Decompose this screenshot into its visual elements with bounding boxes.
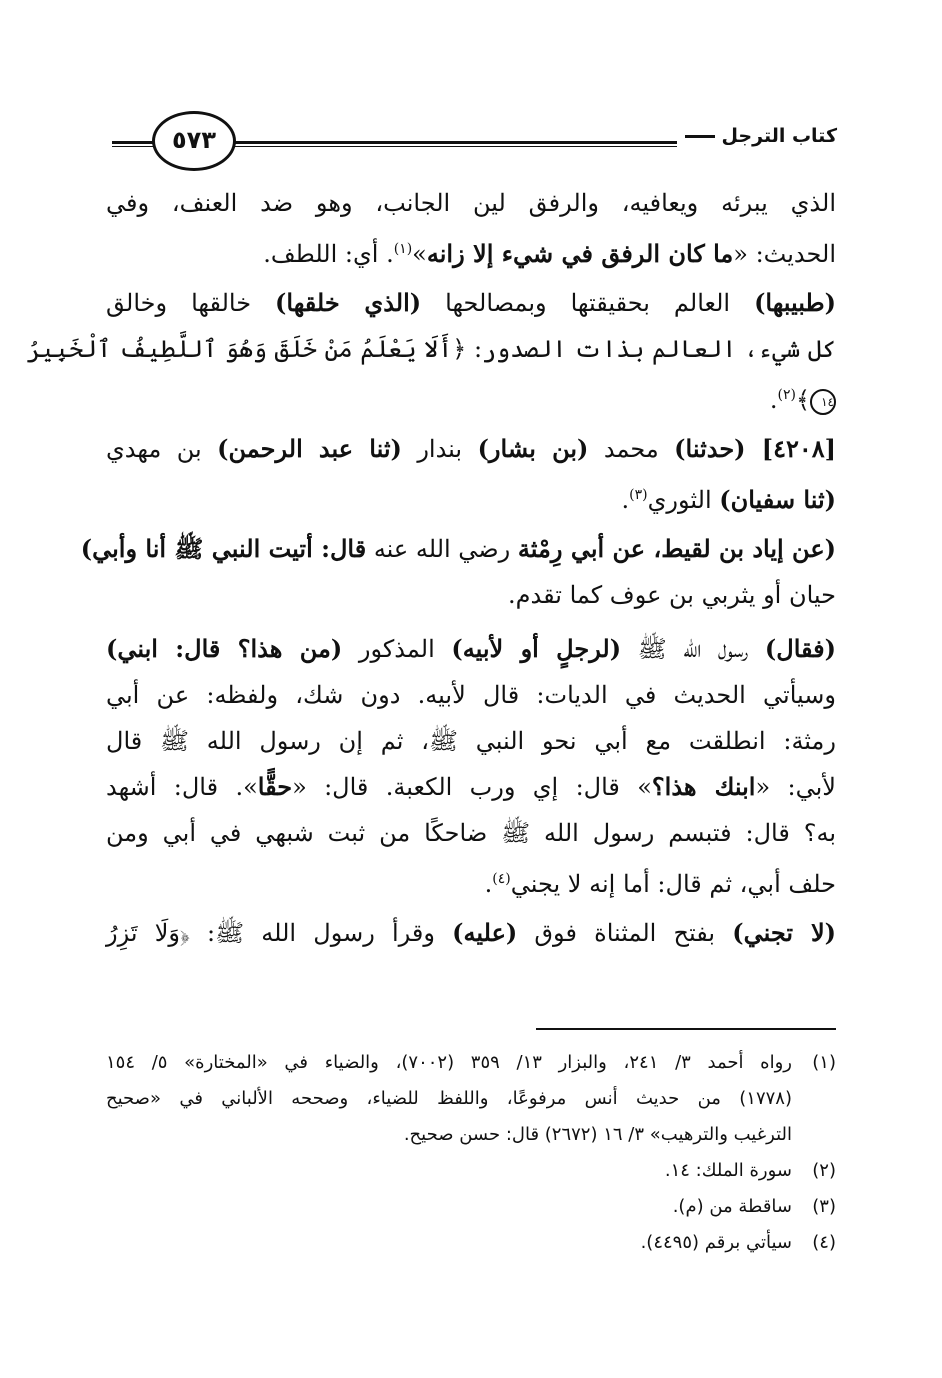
footnote-line: سورة الملك: ١٤. [664,1160,792,1181]
text-line: الذي يبرئه ويعافيه، والرفق لين الجانب، وهو ضد العنف، وفي [106,189,836,217]
text-line: [٤٢٠٨] (حدثنا) محمد (بن بشار) بندار (ثنا عبد الرحمن) بن مهدي [106,434,836,463]
footnote [106,1153,836,1189]
text-line: حلف أبي، ثم قال: أما إنه لا يجني$^{(٤)}$. [484,870,836,898]
text-line: وسيأتي الحديث في الديات: قال لأبيه. دون شك، ولفظه: عن أبي [106,681,836,709]
text-line: (لا تجني) بفتح المثناة فوق (عليه) وقرأ رسول الله ﷺ: ﴿وَلَا تَزِرُ [106,918,837,947]
text-line: (فقال) رسول الله ﷺ (لرجلٍ أو لأبيه) المذكور (من هذا؟ قال: ابني) [106,634,836,663]
footnote-line: (١٧٧٨) من حديث أنس مرفوعًا، واللفظ للضياء، وصححه الألباني في «صحيح [106,1088,792,1109]
footnote-line: رواه أحمد ٣/ ٢٤١، والبزار ١٣/ ٣٥٩ (٧٠٠٢)، والضياء في «المختارة» ٥/ ١٥٤ [106,1052,792,1073]
page-header [112,115,837,175]
ayah-number-marker: ١٤ [810,389,836,415]
text-line: (ثنا سفيان) الثوري$^{(٣)}$. [621,485,836,514]
footnote-line: سيأتي برقم (٤٤٩٥). [640,1232,792,1253]
footnote-ref: (٤) [492,871,511,887]
footnote-ref: (٢) [777,387,796,403]
page-number: ٥٧٣ [152,111,236,171]
text-line: حيان أو يثربي بن عوف كما تقدم. [508,581,836,609]
footnote-number: (٣) [812,1196,836,1217]
footnote [106,1189,836,1225]
text-line: رمثة: انطلقت مع أبي نحو النبي ﷺ، ثم إن رسول الله ﷺ قال [106,727,836,755]
main-text [26,180,837,956]
text-line: الحديث: «ما كان الرفق في شيء إلا زانه»$^{(١)}$. أي: اللطف. [263,239,836,268]
text-line: ١٤﴾$^{(٢)}$. [769,386,834,414]
footnote-number: (٤) [812,1232,836,1253]
footnote-line: ساقطة من (م). [672,1196,792,1217]
footnote-ref: (١) [393,241,413,257]
footnote-ref: (٣) [629,487,648,503]
text-line: لأبي: «ابنك هذا؟» قال: إي ورب الكعبة. قال: «حقًّا». قال: أشهد [106,772,836,801]
footnote-number: (١) [812,1052,836,1073]
footnote-separator [536,1028,836,1030]
text-line: كل شيء، العالم بذات الصدور: ﴿أَلَا يَعْلَمُ مَنْ خَلَقَ وَهُوَ ٱللَّطِيفُ ٱلْخَبِيرُ [26,335,836,363]
book-title: كتاب الترجل [677,125,837,147]
footnote [106,1225,836,1261]
footnote-number: (٢) [812,1160,836,1181]
footnote [106,1045,836,1153]
footnote-line: الترغيب والترهيب» ٣/ ١٦ (٢٦٧٢) قال: حسن صحيح. [403,1124,792,1145]
footnotes [106,1045,836,1261]
text-line: (طبيبها) العالم بحقيقتها وبمصالحها (الذي خلقها) خالقها وخالق [106,288,836,317]
text-line: به؟ قال: فتبسم رسول الله ﷺ ضاحكًا من ثبت شبهي في أبي ومن [106,819,836,847]
text-line: (عن إياد بن لقيط، عن أبي رِمْثة رضي الله عنه قال: أتيت النبي ﷺ أنا وأبي) [80,534,836,563]
